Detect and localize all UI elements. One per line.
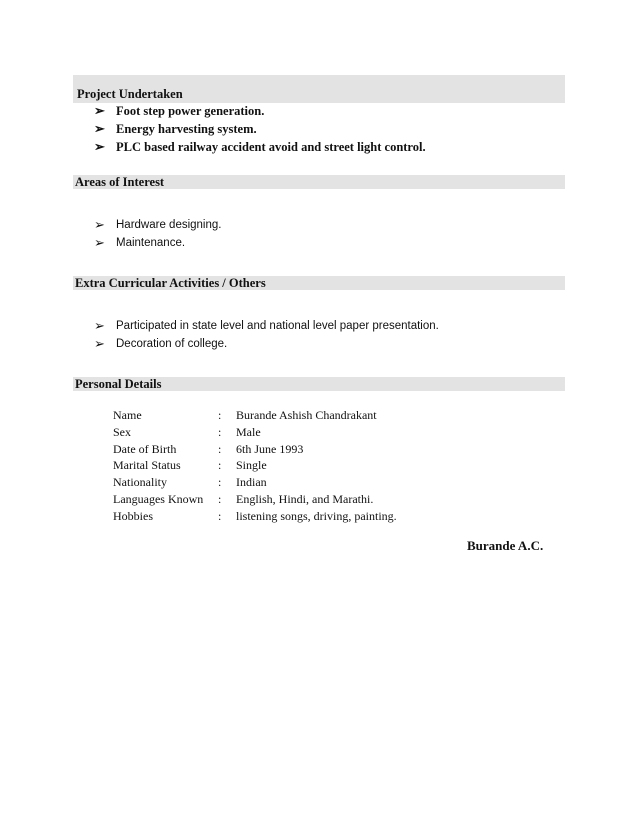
- detail-row: [113, 474, 533, 491]
- detail-row: [113, 491, 533, 508]
- list-item: ➢ Maintenance.: [94, 235, 186, 250]
- detail-label: Sex: [113, 424, 131, 439]
- detail-colon: :: [218, 508, 222, 523]
- detail-value: Single: [236, 458, 267, 473]
- signature: Burande A.C.: [467, 538, 544, 553]
- detail-label: Nationality: [113, 475, 167, 490]
- detail-row: [113, 407, 533, 424]
- detail-colon: :: [218, 458, 222, 473]
- detail-colon: :: [218, 491, 222, 506]
- detail-row: [113, 508, 533, 525]
- detail-colon: :: [218, 408, 222, 422]
- arrow-bullet-icon: ➢: [94, 336, 105, 351]
- detail-colon: :: [218, 475, 222, 490]
- list-item: ➢ Energy harvesting system.: [94, 121, 257, 136]
- section-title: Areas of Interest: [75, 175, 165, 189]
- section-header-project: [73, 75, 565, 103]
- arrow-bullet-icon: ➢: [94, 121, 105, 136]
- detail-label: Hobbies: [113, 508, 153, 523]
- arrow-bullet-icon: ➢: [94, 217, 105, 232]
- section-title: Personal Details: [75, 377, 162, 391]
- detail-value: listening songs, driving, painting.: [236, 508, 397, 523]
- arrow-bullet-icon: ➢: [94, 318, 105, 333]
- section-header-areas: [73, 175, 565, 189]
- detail-value: Burande Ashish Chandrakant: [236, 408, 377, 422]
- section-header-extra-curricular: [73, 276, 565, 290]
- detail-label: Languages Known: [113, 491, 204, 506]
- project-list: [94, 102, 426, 156]
- detail-row: [113, 457, 533, 474]
- list-item: ➢ Foot step power generation.: [94, 103, 265, 118]
- section-title: Project Undertaken: [77, 87, 183, 101]
- detail-value: 6th June 1993: [236, 441, 304, 456]
- list-item: ➢ Participated in state level and national level paper presentation.: [94, 318, 439, 333]
- personal-details-table: [113, 407, 533, 525]
- detail-value: Indian: [236, 475, 267, 490]
- detail-value: Male: [236, 424, 261, 439]
- detail-label: Name: [113, 408, 142, 422]
- list-item: ➢ PLC based railway accident avoid and street light control.: [94, 139, 426, 154]
- arrow-bullet-icon: ➢: [94, 235, 105, 250]
- detail-colon: :: [218, 424, 222, 439]
- section-title: Extra Curricular Activities / Others: [75, 276, 266, 290]
- detail-label: Marital Status: [113, 458, 181, 473]
- detail-row: [113, 424, 533, 441]
- detail-value: English, Hindi, and Marathi.: [236, 491, 374, 506]
- arrow-bullet-icon: ➢: [94, 139, 105, 154]
- areas-list: [94, 216, 221, 252]
- detail-colon: :: [218, 441, 222, 456]
- detail-row: [113, 441, 533, 458]
- section-header-personal-details: [73, 377, 565, 391]
- list-item: ➢ Decoration of college.: [94, 336, 228, 351]
- list-item: ➢ Hardware designing.: [94, 217, 222, 232]
- arrow-bullet-icon: ➢: [94, 103, 105, 118]
- detail-label: Date of Birth: [113, 441, 177, 456]
- extra-curricular-list: [94, 317, 439, 353]
